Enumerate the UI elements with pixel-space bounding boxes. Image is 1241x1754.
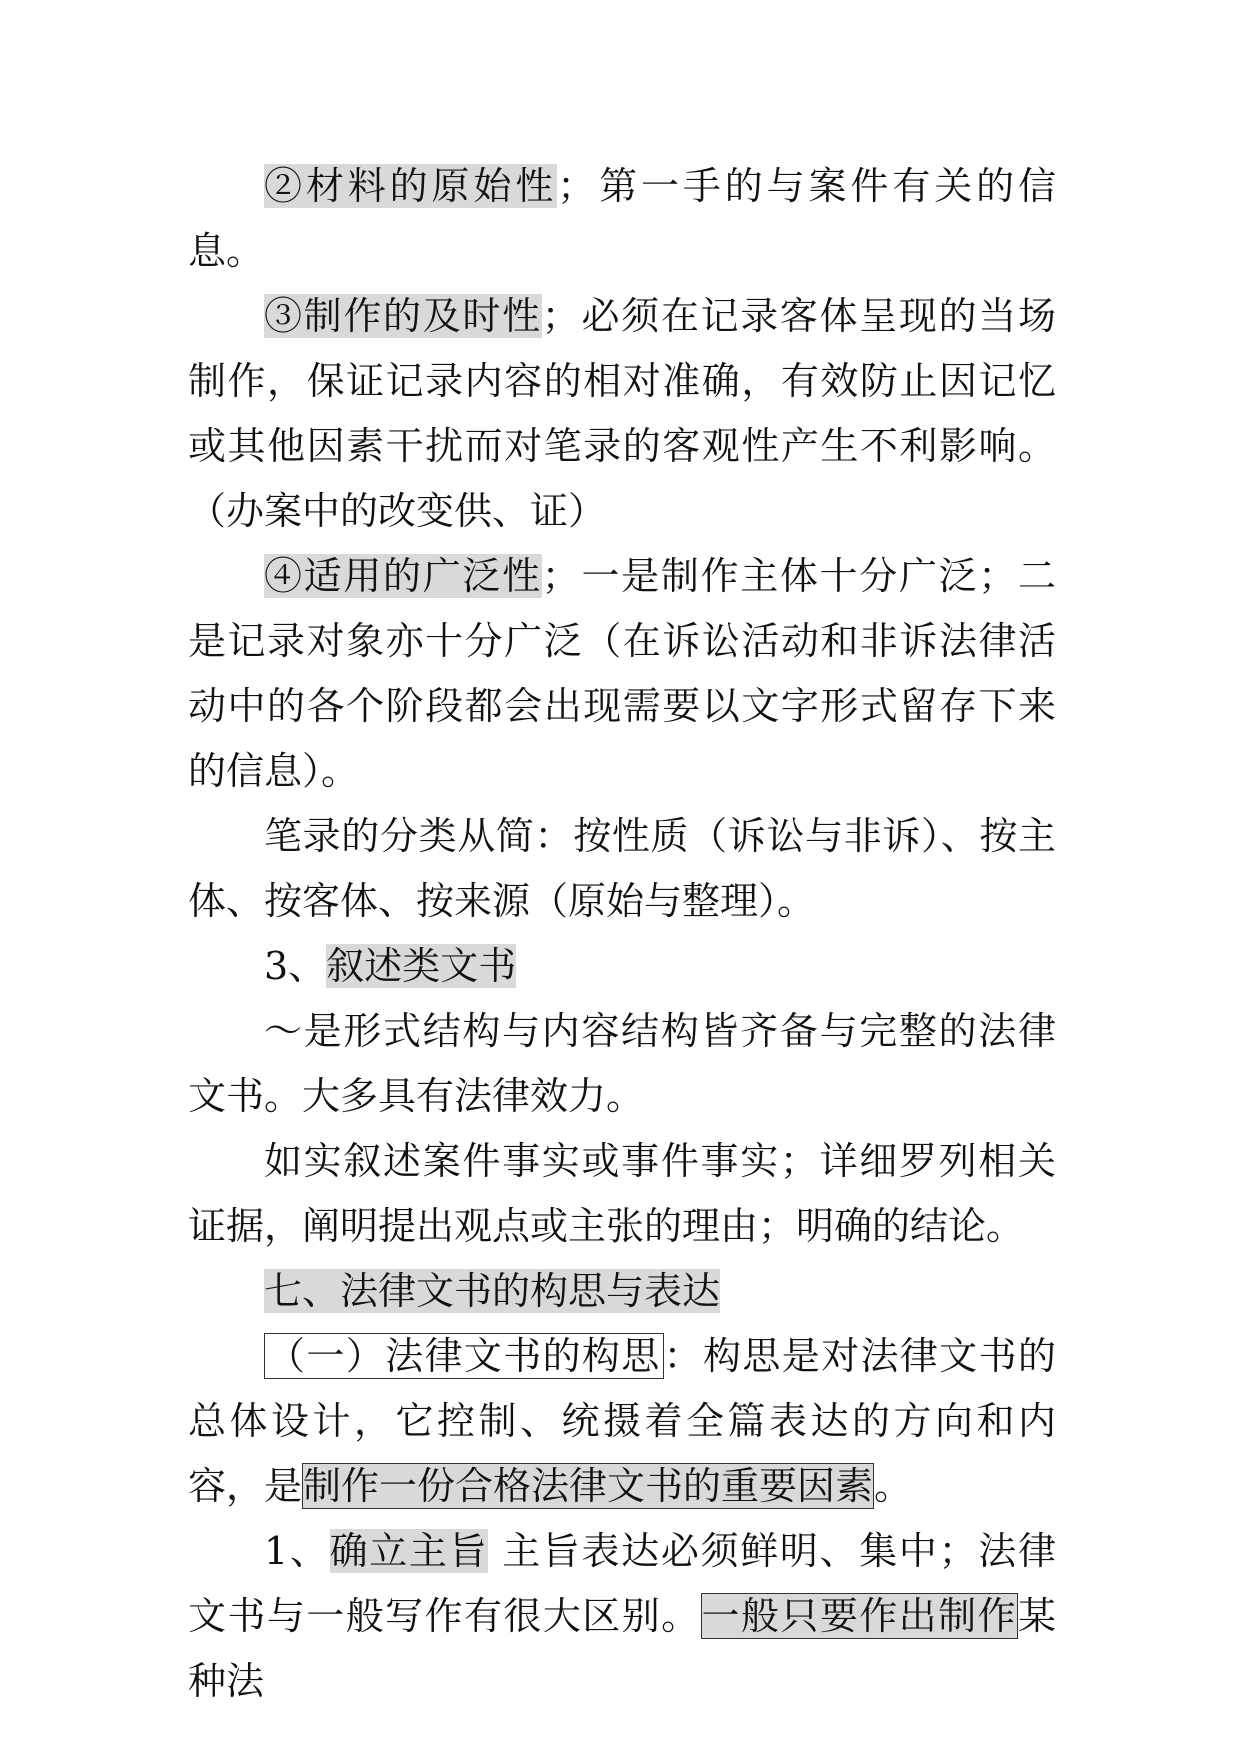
section-number: 1、 (264, 1529, 330, 1573)
highlight-timeliness: ③制作的及时性 (264, 294, 542, 338)
document-page (188, 154, 1056, 1714)
paragraph-conception (188, 1324, 1056, 1519)
highlight-universality: ④适用的广泛性 (264, 554, 542, 598)
paragraph-text: ：构思是对法律文书的总体设计，它控制、统摄着全篇表达的方向和内容，是 (188, 1334, 1056, 1508)
boxed-conception-title: （一）法律文书的构思 (264, 1333, 664, 1379)
paragraph-main-idea (188, 1519, 1056, 1714)
paragraph-text: ；必须在记录客体呈现的当场制作，保证记录内容的相对准确，有效防止因记忆或其他因素干扰而对笔录的客观性产生不利影响。（办案中的改变供、证） (188, 294, 1056, 533)
paragraph-text-end: 某种法 (188, 1594, 1056, 1703)
heading-narrative-documents (188, 934, 1056, 999)
paragraph-text: 主旨表达必须鲜明、集中；法律文书与一般写作有很大区别。 (188, 1529, 1056, 1638)
paragraph-originality (188, 154, 1056, 284)
heading-section-seven (188, 1259, 1056, 1324)
section-number: 3、 (264, 944, 327, 988)
boxed-highlight-important-factor: 制作一份合格法律文书的重要因素 (303, 1464, 874, 1508)
paragraph-text: ；第一手的与案件有关的信息。 (188, 164, 1056, 273)
highlight-section-seven: 七、法律文书的构思与表达 (264, 1269, 721, 1313)
paragraph-text: ～是形式结构与内容结构皆齐备与完整的法律文书。大多具有法律效力。 (188, 1009, 1056, 1118)
highlight-main-idea: 确立主旨 (329, 1529, 489, 1573)
paragraph-text: 笔录的分类从简：按性质（诉讼与非诉）、按主体、按客体、按来源（原始与整理）。 (188, 814, 1056, 923)
paragraph-timeliness (188, 284, 1056, 544)
paragraph-narrative-content (188, 1129, 1056, 1259)
paragraph-text: 如实叙述案件事实或事件事实；详细罗列相关证据，阐明提出观点或主张的理由；明确的结论。 (188, 1139, 1056, 1248)
paragraph-text-end: 。 (874, 1464, 913, 1508)
highlight-originality: ②材料的原始性 (264, 164, 558, 208)
paragraph-universality (188, 544, 1056, 804)
paragraph-text: ；一是制作主体十分广泛；二是记录对象亦十分广泛（在诉讼活动和非诉法律活动中的各个阶段都会出现需要以文字形式留存下来的信息）。 (188, 554, 1056, 793)
paragraph-classification (188, 804, 1056, 934)
highlight-narrative-documents: 叙述类文书 (326, 944, 517, 988)
boxed-highlight-general: 一般只要作出制作 (701, 1594, 1017, 1638)
paragraph-narrative-definition (188, 999, 1056, 1129)
